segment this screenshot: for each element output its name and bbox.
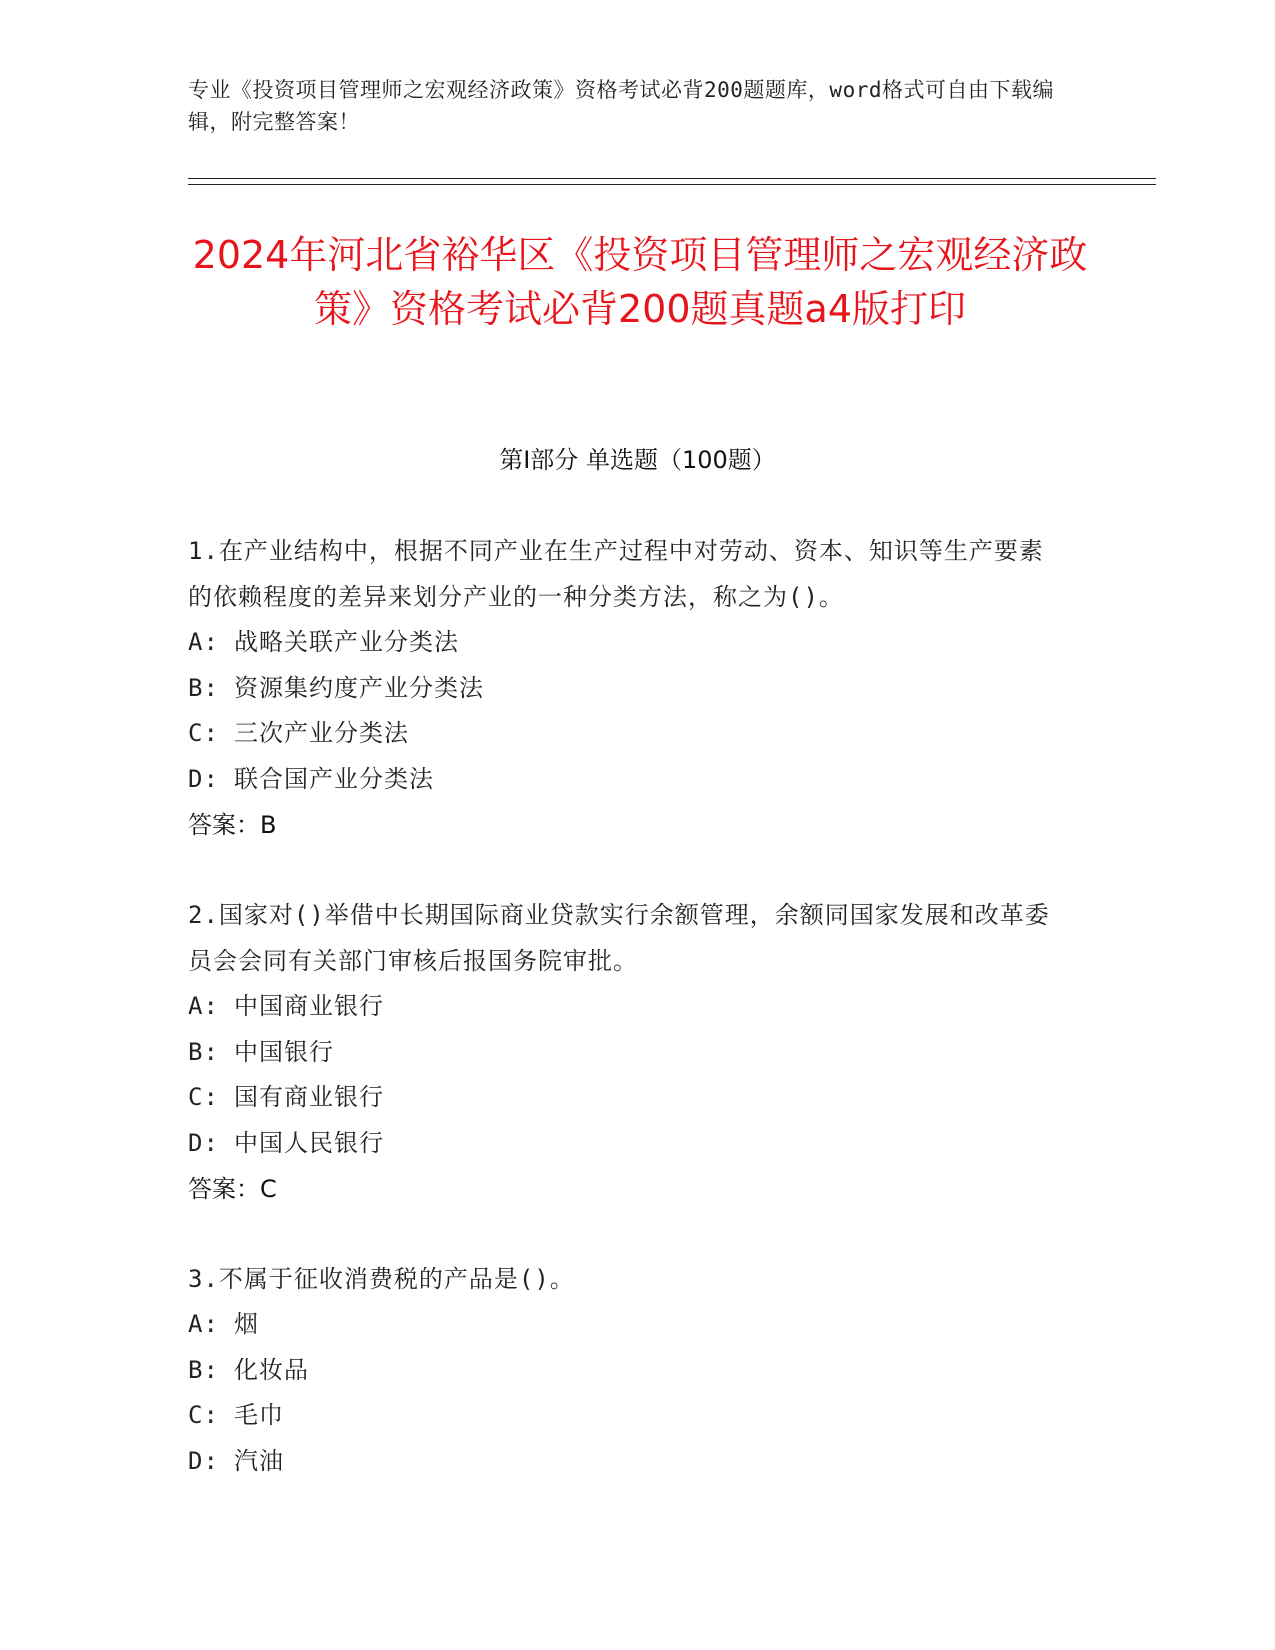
option-label: B: bbox=[188, 1355, 219, 1384]
option-label: D: bbox=[188, 1128, 219, 1157]
option-c bbox=[188, 1393, 1068, 1439]
option-label: D: bbox=[188, 764, 219, 793]
option-label: D: bbox=[188, 1446, 219, 1475]
option-label: C: bbox=[188, 1401, 219, 1429]
option-b bbox=[188, 666, 1068, 712]
section-heading: 第Ⅰ部分 单选题（100题） bbox=[499, 446, 776, 474]
question-1 bbox=[188, 528, 1068, 848]
header-divider-top bbox=[188, 178, 1156, 179]
option-text: 化妆品 bbox=[234, 1355, 309, 1384]
option-text: 烟 bbox=[234, 1310, 259, 1338]
question-stem: 3.不属于征收消费税的产品是()。 bbox=[188, 1265, 575, 1293]
option-text: 国有商业银行 bbox=[234, 1083, 384, 1111]
answer-line bbox=[188, 802, 1068, 848]
question-3 bbox=[188, 1256, 1068, 1484]
option-text: 三次产业分类法 bbox=[234, 719, 409, 747]
answer-prefix: 答案： bbox=[188, 1175, 260, 1203]
option-d bbox=[188, 757, 1068, 803]
option-label: C: bbox=[188, 1083, 219, 1111]
option-c bbox=[188, 1075, 1068, 1121]
option-label: A: bbox=[188, 628, 219, 656]
option-d bbox=[188, 1439, 1068, 1485]
answer-value: B bbox=[260, 811, 277, 839]
option-b bbox=[188, 1030, 1068, 1076]
answer-prefix: 答案： bbox=[188, 811, 260, 839]
option-text: 战略关联产业分类法 bbox=[234, 628, 459, 656]
option-b bbox=[188, 1348, 1068, 1394]
document-title: 2024年河北省裕华区《投资项目管理师之宏观经济政策》资格考试必背200题真题a4版打印 bbox=[192, 233, 1088, 331]
answer-line bbox=[188, 1166, 1068, 1212]
question-2 bbox=[188, 892, 1068, 1212]
option-text: 中国人民银行 bbox=[234, 1128, 384, 1157]
option-text: 汽油 bbox=[234, 1446, 284, 1475]
answer-value: C bbox=[260, 1175, 277, 1203]
option-text: 资源集约度产业分类法 bbox=[234, 673, 484, 702]
option-text: 毛巾 bbox=[234, 1401, 284, 1429]
option-c bbox=[188, 711, 1068, 757]
option-label: A: bbox=[188, 1310, 219, 1338]
header-divider-bottom bbox=[188, 184, 1156, 185]
option-label: B: bbox=[188, 1037, 219, 1066]
header-note: 专业《投资项目管理师之宏观经济政策》资格考试必背200题题库，word格式可自由下载编辑，附完整答案！ bbox=[188, 78, 1054, 134]
option-label: A: bbox=[188, 992, 219, 1020]
option-a bbox=[188, 620, 1068, 666]
option-a bbox=[188, 984, 1068, 1030]
option-text: 联合国产业分类法 bbox=[234, 764, 434, 793]
option-a bbox=[188, 1302, 1068, 1348]
option-d bbox=[188, 1121, 1068, 1167]
option-text: 中国银行 bbox=[234, 1037, 334, 1066]
option-label: B: bbox=[188, 673, 219, 702]
question-stem: 1.在产业结构中，根据不同产业在生产过程中对劳动、资本、知识等生产要素的依赖程度的差异来划分产业的一种分类方法，称之为()。 bbox=[188, 537, 1044, 611]
option-text: 中国商业银行 bbox=[234, 992, 384, 1020]
option-label: C: bbox=[188, 719, 219, 747]
question-stem: 2.国家对()举借中长期国际商业贷款实行余额管理，余额同国家发展和改革委员会会同有关部门审核后报国务院审批。 bbox=[188, 901, 1050, 975]
